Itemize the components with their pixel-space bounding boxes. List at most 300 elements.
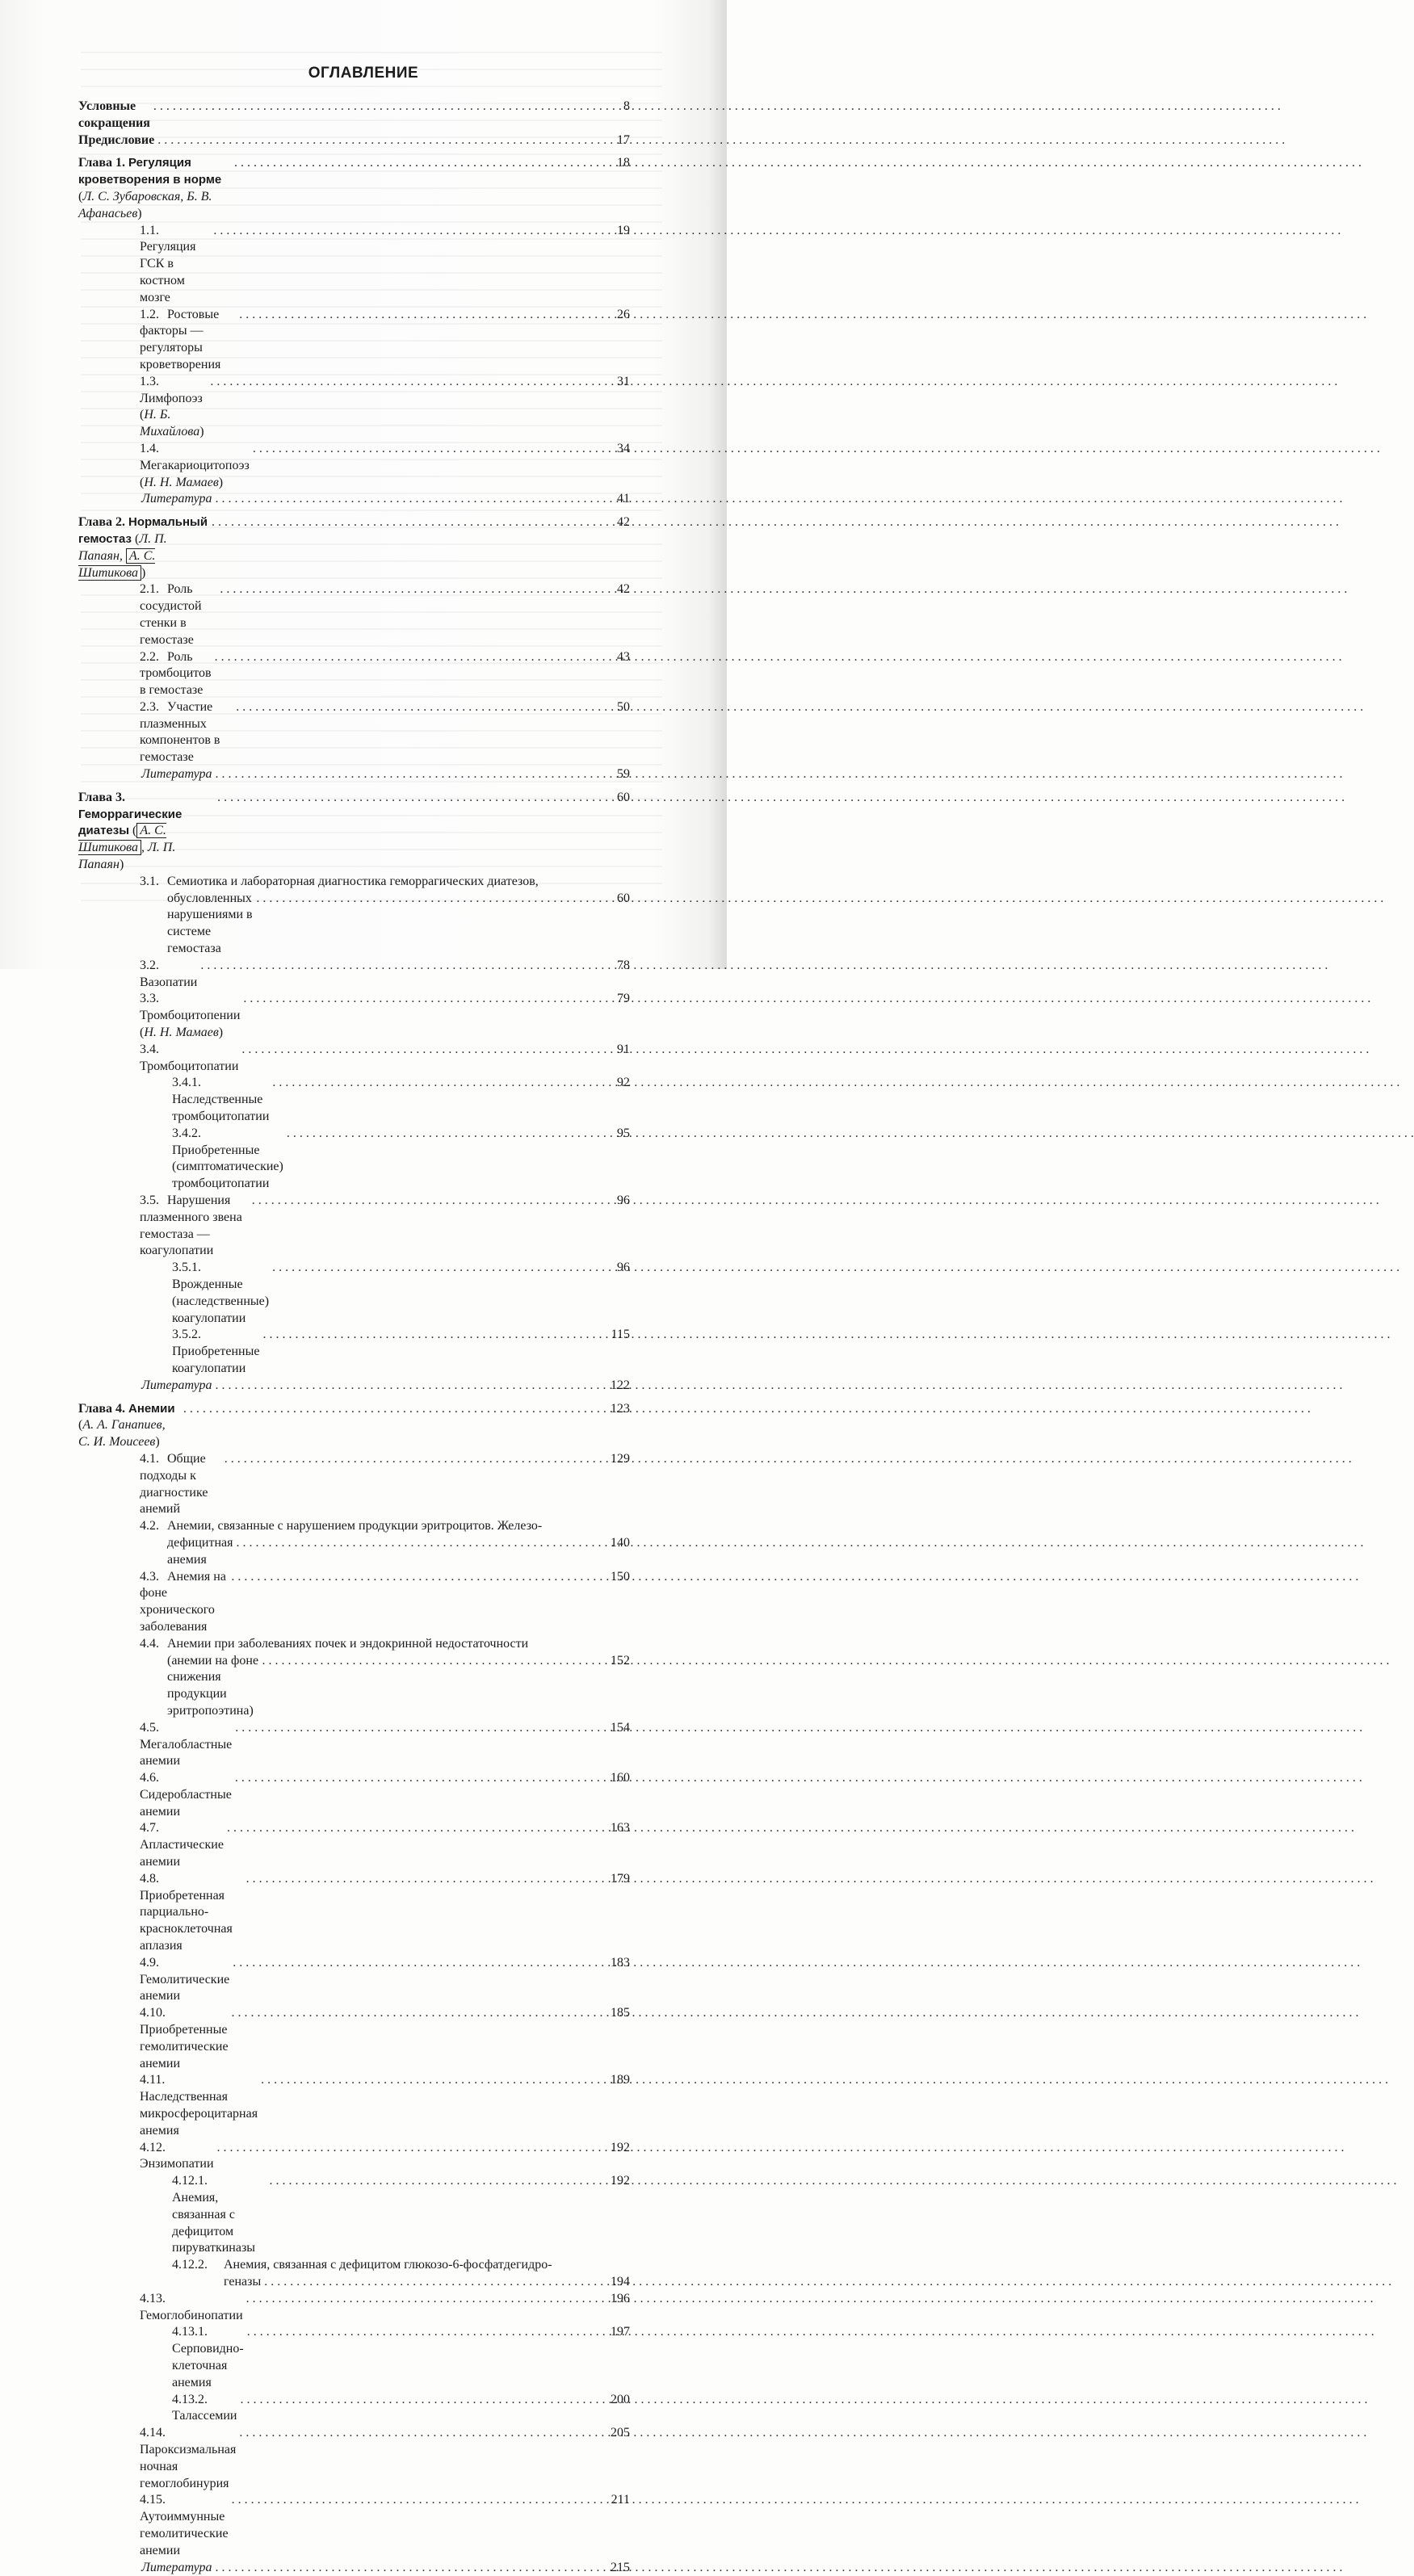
section-entry[interactable]: [78, 441, 630, 491]
section-title: Гемоглобинопатии: [140, 2308, 243, 2322]
section-title: Ростовые факторы — регуляторы кроветворения: [140, 307, 221, 371]
entry-text: [140, 2425, 236, 2492]
leader-dots: [241, 1042, 606, 1059]
leader-dots: [252, 1193, 606, 1210]
subsection-entry[interactable]: [78, 2392, 630, 2426]
section-number: 3.5.2.: [172, 1328, 201, 1342]
section-number: 3.1.: [140, 874, 159, 888]
toc-line: [140, 374, 630, 441]
section-title: Лимфопоэз: [140, 391, 203, 405]
authors-open: (: [78, 189, 83, 203]
section-number: 1.3.: [140, 374, 159, 388]
section-number: 4.12.2.: [172, 2258, 208, 2272]
entry-text: [78, 790, 214, 874]
section-entry[interactable]: [78, 2005, 630, 2072]
section-title: Аутоиммунные гемолитические анемии: [140, 2510, 229, 2557]
section-title: Наследственные тромбоцитопатии: [172, 1093, 270, 1124]
section-entry[interactable]: [78, 699, 630, 766]
leader-dots: [216, 766, 606, 783]
leader-dots: [220, 581, 606, 598]
page-number: 60: [617, 891, 630, 905]
table-of-contents: [78, 99, 630, 2576]
authors-close: ): [141, 565, 146, 580]
literature-label: Литература: [141, 1378, 212, 1392]
leader-dots: [212, 514, 606, 531]
authors-close: ): [119, 858, 124, 872]
entry-text: [140, 699, 233, 766]
toc-line: [140, 649, 630, 699]
subsection-entry[interactable]: [78, 1327, 630, 1377]
section-number: 3.4.1.: [172, 1076, 201, 1090]
chapter-entry[interactable]: [78, 1401, 630, 1451]
entry-text: [172, 2173, 266, 2257]
section-title: Энзимопатии: [140, 2157, 214, 2171]
section-entry[interactable]: [78, 1955, 630, 2005]
toc-line: [141, 1378, 630, 1395]
page-number: 196: [610, 2291, 630, 2305]
subsection-entry[interactable]: [78, 2173, 630, 2257]
page-number: 122: [610, 1378, 630, 1392]
page-number: 183: [610, 1955, 630, 1970]
page-number: 59: [617, 767, 630, 782]
section-number: 3.5.1.: [172, 1261, 201, 1275]
entry-text: [224, 2274, 261, 2291]
section-number: 4.15.: [140, 2493, 166, 2507]
toc-line: [140, 1653, 630, 1720]
section-first-line: [140, 874, 630, 891]
subsection-entry[interactable]: [78, 1075, 630, 1125]
section-number: 4.4.: [140, 1636, 159, 1651]
section-first-line: [140, 1636, 630, 1653]
section-title-continued: дефицитная анемия: [167, 1535, 233, 1567]
entry-label: Условные сокращения: [78, 99, 150, 130]
entry-text: [167, 1535, 233, 1569]
section-title: Приобретенные коагулопатии: [172, 1345, 260, 1375]
toc-line: [140, 699, 630, 766]
page-number: 200: [610, 2392, 630, 2406]
section-number: 4.7.: [140, 1821, 159, 1836]
leader-dots: [183, 1401, 606, 1418]
toc-line: [140, 1569, 630, 1636]
section-entry[interactable]: [78, 2492, 630, 2559]
chapter-page: 42: [617, 515, 630, 530]
leader-dots: [210, 374, 606, 391]
page-number: 96: [617, 1261, 630, 1275]
authors-open: (: [78, 1418, 83, 1433]
section-number: 3.2.: [140, 958, 159, 972]
literature-entry[interactable]: [78, 491, 630, 508]
chapter-number: Глава 1.: [78, 156, 128, 170]
section-number: 4.2.: [140, 1519, 159, 1533]
section-entry[interactable]: [78, 2425, 630, 2492]
section-number: 4.8.: [140, 1871, 159, 1886]
leader-dots: [234, 155, 606, 172]
entry-text: [172, 1327, 259, 1377]
section-title: Регуляция ГСК в костном мозге: [140, 240, 196, 304]
section-entry[interactable]: [78, 958, 630, 992]
entry-text: [140, 1955, 229, 2005]
leader-dots: [216, 2560, 606, 2576]
section-author: Н. Б. Михайлова: [140, 408, 200, 439]
subsection-entry[interactable]: [78, 2257, 630, 2291]
page-number: 42: [617, 582, 630, 597]
chapter-page: 60: [617, 790, 630, 804]
leader-dots: [261, 2072, 606, 2089]
leader-dots: [262, 1653, 606, 1670]
entry-text: [141, 766, 212, 783]
section-number: 1.2.: [140, 307, 159, 321]
section-number: 3.3.: [140, 992, 159, 1006]
entry-text: [78, 155, 231, 222]
section-author: Н. Н. Мамаев: [144, 1026, 219, 1040]
leader-dots: [233, 1955, 606, 1972]
toc-line: [172, 1075, 630, 1125]
leader-dots: [200, 958, 606, 975]
section-number: 3.4.2.: [172, 1126, 201, 1140]
page-number: 152: [610, 1653, 630, 1668]
section-first-line: [140, 1518, 630, 1535]
section-entry[interactable]: [78, 991, 630, 1041]
leader-dots: [235, 1770, 606, 1787]
section-entry[interactable]: [78, 1636, 630, 1720]
section-number: 4.5.: [140, 1720, 159, 1735]
toc-line: [140, 581, 630, 648]
leader-dots: [256, 891, 606, 908]
literature-entry[interactable]: [78, 1378, 630, 1395]
toc-line: [172, 2274, 630, 2291]
section-title: Анемия, связанная с дефицитом пируваткиназы: [172, 2191, 256, 2255]
chapter-number: Глава 4.: [78, 1401, 128, 1416]
page-number: 192: [610, 2174, 630, 2188]
page-number: 91: [617, 1042, 630, 1056]
entry-text: [140, 223, 210, 307]
page-number: 78: [617, 958, 630, 972]
chapter-authors: А. А. Ганапиев, С. И. Моисеев: [78, 1418, 166, 1450]
leader-dots: [153, 99, 606, 115]
page-number: 140: [610, 1535, 630, 1550]
chapter-page: 123: [610, 1401, 630, 1416]
chapter-entry[interactable]: [78, 790, 630, 874]
page-number: 197: [610, 2325, 630, 2339]
toc-line: [140, 2005, 630, 2072]
entry-text: [140, 374, 207, 441]
page-number: 211: [610, 2493, 630, 2507]
entry-text: [140, 2291, 243, 2325]
leader-dots: [239, 2425, 606, 2442]
toc-line: [141, 2560, 630, 2576]
section-title: Врожденные (наследственные) коагулопатии: [172, 1277, 270, 1325]
entry-text: [140, 2492, 229, 2559]
leader-dots: [235, 1720, 606, 1737]
toc-line: [140, 2425, 630, 2492]
page-number: 92: [617, 1076, 630, 1090]
literature-label: Литература: [141, 492, 212, 506]
entry-text: [140, 991, 240, 1041]
leader-dots: [272, 1075, 606, 1092]
page-number: 194: [610, 2275, 630, 2289]
page-number: 50: [617, 699, 630, 714]
toc-line: [172, 2392, 630, 2426]
literature-entry[interactable]: [78, 2560, 630, 2576]
entry-text: [172, 2392, 237, 2426]
section-entry[interactable]: [78, 1569, 630, 1636]
leader-dots: [217, 2140, 606, 2157]
entry-text: [140, 1871, 243, 1955]
page-number: 95: [617, 1126, 630, 1140]
toc-line: [78, 155, 630, 222]
page-number: 160: [610, 1771, 630, 1785]
entry-text: [167, 1653, 258, 1720]
toc-line: [140, 991, 630, 1041]
section-entry[interactable]: [78, 649, 630, 699]
toc-line: [140, 2291, 630, 2325]
subsection-entry[interactable]: [78, 2324, 630, 2391]
toc-line: [140, 2140, 630, 2174]
page-number: 215: [610, 2560, 630, 2574]
section-entry[interactable]: [78, 2140, 630, 2174]
subsection-entry[interactable]: [78, 1126, 630, 1193]
page-number: 154: [610, 1720, 630, 1735]
paren: (: [140, 1026, 145, 1040]
chapter-number: Глава 2.: [78, 515, 128, 530]
chapter-page: 18: [617, 156, 630, 170]
page-number: 96: [617, 1194, 630, 1207]
section-entry[interactable]: [78, 1042, 630, 1076]
section-title: Приобретенные гемолитические анемии: [140, 2023, 229, 2070]
entry-text: [167, 891, 253, 958]
literature-entry[interactable]: [78, 766, 630, 783]
section-number: 4.12.: [140, 2140, 166, 2154]
entry-text: [140, 1569, 228, 1636]
section-title: Апластические анемии: [140, 1838, 224, 1869]
toc-line: [140, 1955, 630, 2005]
chapter-entry[interactable]: [78, 514, 630, 581]
section-number: 4.14.: [140, 2426, 166, 2440]
entry-text: [141, 1378, 212, 1395]
section-title: Приобретенная парциально-красноклеточная аплазия: [140, 1888, 233, 1953]
section-number: 2.1.: [140, 582, 159, 597]
toc-line: [78, 514, 630, 581]
section-title: Гемолитические анемии: [140, 1972, 230, 2003]
entry-text: [140, 1770, 232, 1820]
section-title: Наследственная микросфероцитарная анемия: [140, 2090, 258, 2138]
leader-dots: [216, 1378, 606, 1395]
section-title: Анемии, связанные с нарушением продукции эритроцитов. Железо-: [167, 1519, 543, 1533]
chapter-author-boxed: А. С. Шитикова: [78, 824, 166, 855]
page-number: 205: [610, 2426, 630, 2440]
section-title: Участие плазменных компонентов в гемостазе: [140, 699, 220, 765]
chapter-title: Регуляция кроветворения в норме: [78, 156, 222, 187]
section-number: 4.1.: [140, 1451, 159, 1466]
leader-dots: [232, 2005, 606, 2022]
toc-line: [172, 1260, 630, 1327]
section-entry[interactable]: [78, 2072, 630, 2139]
section-number: 4.11.: [140, 2073, 166, 2087]
entry-text: [140, 2005, 229, 2072]
entry-text: [140, 1720, 232, 1770]
toc-line: [140, 1451, 630, 1518]
front-matter-entry[interactable]: [78, 99, 630, 132]
page-title: ОГЛАВЛЕНИЕ: [308, 65, 419, 82]
chapter-title: Анемии: [128, 1401, 175, 1416]
chapter-title: Геморрагические диатезы: [78, 807, 183, 838]
page-number: 115: [610, 1328, 630, 1342]
section-entry[interactable]: [78, 874, 630, 958]
leader-dots: [253, 441, 606, 458]
section-entry[interactable]: [78, 1820, 630, 1870]
page-number: 17: [617, 132, 630, 147]
section-title: Нарушения плазменного звена гемостаза — коагулопатии: [140, 1194, 242, 1258]
leader-dots: [157, 132, 606, 149]
page-number: 163: [610, 1821, 630, 1836]
entry-text: [140, 958, 197, 992]
toc-line: [140, 1720, 630, 1770]
toc-line: [140, 2072, 630, 2139]
section-number: 3.5.: [140, 1194, 159, 1207]
section-entry[interactable]: [78, 1193, 630, 1260]
entry-text: [140, 2072, 258, 2139]
section-entry[interactable]: [78, 2291, 630, 2325]
section-number: 4.13.1.: [172, 2325, 208, 2339]
section-title: Мегакариоцитопоэз: [140, 458, 250, 472]
section-entry[interactable]: [78, 307, 630, 374]
section-title: Талассемии: [172, 2409, 237, 2423]
leader-dots: [243, 991, 606, 1008]
section-entry[interactable]: [78, 1871, 630, 1955]
page-number: 192: [610, 2140, 630, 2154]
section-entry[interactable]: [78, 1720, 630, 1770]
leader-dots: [287, 1126, 606, 1143]
leader-dots: [239, 307, 606, 324]
entry-text: [140, 1042, 238, 1076]
toc-line: [140, 1193, 630, 1260]
page-number: 179: [610, 1871, 630, 1886]
section-first-line: [172, 2257, 630, 2274]
toc-line: [140, 1535, 630, 1569]
toc-line: [140, 307, 630, 374]
leader-dots: [217, 790, 606, 807]
leader-dots: [237, 1535, 606, 1552]
section-number: 4.12.1.: [172, 2174, 208, 2188]
page-number: 19: [617, 223, 630, 237]
section-entry[interactable]: [78, 581, 630, 648]
section-number: 1.4.: [140, 441, 159, 455]
section-entry[interactable]: [78, 374, 630, 441]
authors-close: ): [155, 1435, 160, 1450]
authors-open: (: [129, 824, 137, 838]
leader-dots: [269, 2173, 606, 2190]
section-title: Вазопатии: [140, 975, 198, 989]
chapter-authors: Л. С. Зубаровская, Б. В. Афанасьев: [78, 189, 212, 220]
toc-line: [78, 99, 630, 132]
section-title-continued: обусловленных нарушениями в системе гемостаза: [167, 891, 253, 956]
section-entry[interactable]: [78, 1518, 630, 1568]
section-title: Сидеробластные анемии: [140, 1787, 232, 1819]
toc-line: [140, 2492, 630, 2559]
toc-line: [140, 891, 630, 958]
paren: ): [218, 1026, 224, 1040]
section-number: 4.13.2.: [172, 2392, 208, 2406]
entry-text: [172, 1126, 283, 1193]
section-number: 4.13.: [140, 2291, 166, 2305]
paren: (: [140, 475, 145, 489]
entry-text: [140, 649, 212, 699]
section-number: 2.2.: [140, 649, 159, 664]
section-number: 4.9.: [140, 1955, 159, 1970]
section-title: Общие подходы к диагностике анемий: [140, 1451, 208, 1517]
leader-dots: [231, 1569, 606, 1586]
literature-label: Литература: [141, 767, 212, 782]
entry-text: [140, 307, 236, 374]
toc-line: [172, 1126, 630, 1193]
section-title: Мегалобластные анемии: [140, 1737, 233, 1768]
entry-label: Предисловие: [78, 132, 155, 147]
toc-line: [140, 441, 630, 491]
toc-line: [140, 1871, 630, 1955]
section-title: Анемия на фоне хронического заболевания: [140, 1569, 226, 1634]
leader-dots: [213, 223, 606, 240]
leader-dots: [232, 2492, 606, 2509]
section-entry[interactable]: [78, 1770, 630, 1820]
chapter-authors-tail: , Л. П. Папаян: [78, 841, 176, 872]
page-number: 129: [610, 1451, 630, 1466]
leader-dots: [224, 1451, 606, 1468]
section-title: Приобретенные (симптоматические) тромбоцитопатии: [172, 1143, 283, 1191]
toc-line: [172, 2324, 630, 2391]
entry-text: [140, 2140, 214, 2174]
section-number: 4.10.: [140, 2006, 166, 2020]
section-entry[interactable]: [78, 1451, 630, 1518]
chapter-author-boxed: А. С. Шитикова: [78, 548, 156, 580]
toc-line: [140, 1820, 630, 1870]
entry-text: [78, 132, 154, 149]
leader-dots: [216, 491, 606, 508]
page-number: 31: [617, 374, 630, 388]
toc-line: [78, 790, 630, 874]
subsection-entry[interactable]: [78, 1260, 630, 1327]
entry-text: [172, 1075, 269, 1125]
leader-dots: [227, 1820, 606, 1837]
entry-text: [141, 2560, 212, 2576]
leader-dots: [236, 699, 606, 716]
page-number: 34: [617, 441, 630, 455]
section-title: Роль тромбоцитов в гемостазе: [140, 649, 212, 698]
section-number: 2.3.: [140, 699, 159, 714]
section-title: Тромбоцитопении: [140, 1009, 241, 1023]
toc-line: [140, 1042, 630, 1076]
paren: ): [218, 475, 224, 489]
toc-line: [140, 958, 630, 992]
section-entry[interactable]: [78, 223, 630, 307]
entry-text: [78, 99, 150, 132]
section-title: Семиотика и лабораторная диагностика геморрагических диатезов,: [167, 874, 539, 888]
leader-dots: [215, 649, 606, 666]
toc-line: [140, 1770, 630, 1820]
chapter-entry[interactable]: [78, 155, 630, 222]
authors-close: ): [137, 206, 142, 220]
leader-dots: [262, 1327, 606, 1344]
section-title-continued: геназы: [224, 2275, 262, 2289]
entry-text: [172, 2324, 244, 2391]
leader-dots: [246, 1871, 606, 1888]
section-title: Роль сосудистой стенки в гемостазе: [140, 582, 202, 647]
page-number: 41: [617, 492, 630, 506]
entry-text: [140, 581, 216, 648]
paren: ): [199, 425, 204, 439]
authors-open: (: [131, 531, 140, 546]
front-matter-entry[interactable]: [78, 132, 630, 149]
entry-text: [78, 514, 208, 581]
